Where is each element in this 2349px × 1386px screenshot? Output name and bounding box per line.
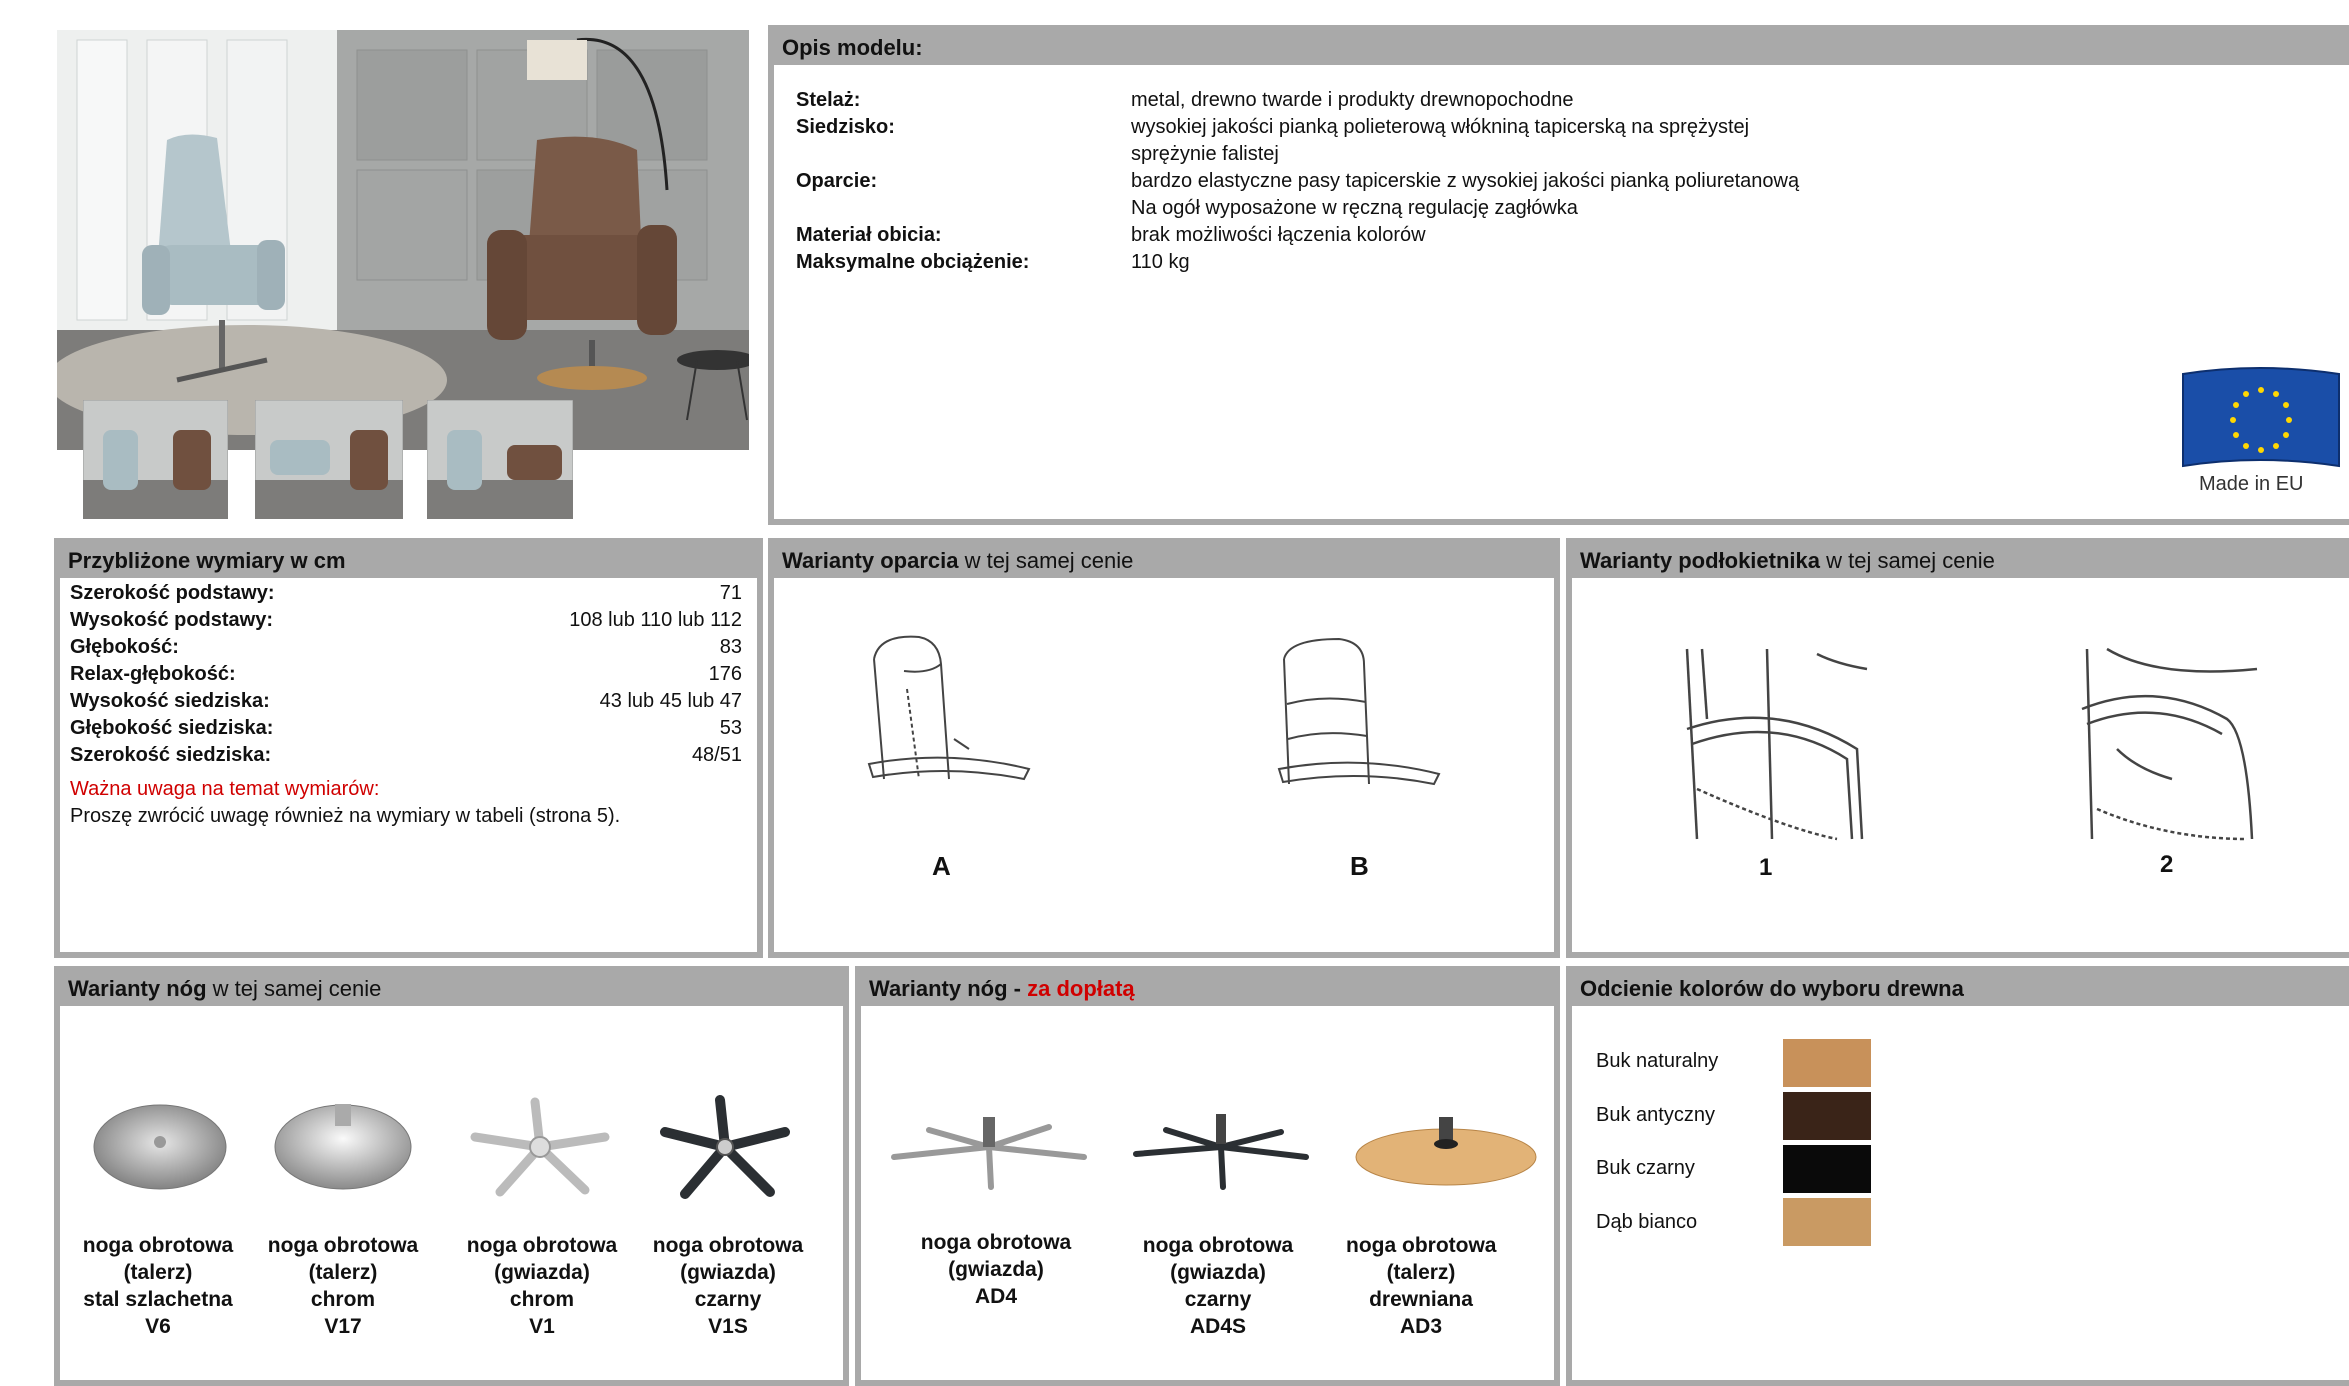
armrest-label: 2 [2160,851,2174,878]
made-in-eu-label: Made in EU [2199,473,2304,495]
dimension-label: Szerokość podstawy: [70,582,275,604]
leg-ad4s-image[interactable] [1131,1112,1311,1192]
model-description-panel [768,25,2349,525]
wood-color-name: Buk czarny [1596,1157,1695,1179]
dimension-label: Relax-głębokość: [70,663,236,685]
dimension-note-text: Proszę zwrócić uwagę również na wymiary w tabeli (strona 5). [70,805,621,827]
armrest-label: 1 [1759,854,1773,881]
dimension-value: 48/51 [691,744,742,766]
leg-v1-image[interactable] [465,1092,615,1202]
leg-v1s-image[interactable] [655,1092,795,1202]
spec-label: Stelaż: [796,89,861,111]
wood-color-name: Buk naturalny [1596,1050,1719,1072]
thumbnail-3[interactable] [427,400,573,519]
dimensions-panel [54,538,763,958]
dimension-label: Głębokość siedziska: [70,717,274,739]
backrest-variants-header: Warianty oparcia w tej samej cenie [774,544,1554,578]
dimension-value: 71 [719,582,742,604]
leg-v17-image[interactable] [273,1092,413,1192]
legs-same-price-header: Warianty nóg w tej samej cenie [60,972,843,1006]
spec-value: bardzo elastyczne pasy tapicerskie z wysokiej jakości pianką poliuretanową [1131,170,1800,192]
backrest-a-sketch[interactable] [859,629,1039,799]
leg-caption: noga obrotowa (talerz) drewniana AD3 [1346,1234,1497,1338]
spec-label: Maksymalne obciążenie: [796,251,1030,273]
dimension-value: 176 [708,663,742,685]
wood-colors-header: Odcienie kolorów do wyboru drewna [1572,972,2349,1006]
dimension-value: 43 lub 45 lub 47 [599,690,742,712]
dimension-value: 83 [719,636,742,658]
backrest-variants-panel [768,538,1560,958]
spec-label: Materiał obicia: [796,224,942,246]
dimension-label: Wysokość siedziska: [70,690,270,712]
leg-caption: noga obrotowa (gwiazda) chrom V1 [466,1234,618,1338]
armrest-1-sketch[interactable] [1677,639,1877,849]
leg-ad4-image[interactable] [889,1112,1089,1192]
eu-flag-icon [2179,366,2344,474]
dimension-value: 53 [719,717,742,739]
armrest-variants-header: Warianty podłokietnika w tej samej cenie [1572,544,2349,578]
dimension-label: Szerokość siedziska: [70,744,272,766]
dimension-label: Wysokość podstawy: [70,609,274,631]
dimension-value: 108 lub 110 lub 112 [569,609,742,631]
dimensions-header: Przybliżone wymiary w cm [60,544,757,578]
backrest-label: A [932,851,951,881]
thumbnail-1[interactable] [83,400,228,519]
backrest-label: B [1350,851,1369,881]
leg-v6-image[interactable] [90,1092,230,1192]
spec-value: wysokiej jakości pianką polieterową włókniną tapicerską na sprężystej [1131,116,1750,138]
spec-value: sprężynie falistej [1131,143,1279,165]
spec-label: Oparcie: [796,170,878,192]
model-description-header: Opis modelu: [774,31,2349,65]
leg-caption: noga obrotowa (talerz) chrom V17 [267,1234,419,1338]
spec-label: Siedzisko: [796,116,895,138]
spec-value: brak możliwości łączenia kolorów [1131,224,1426,246]
spec-value: Na ogół wyposażone w ręczną regulację zagłówka [1131,197,1578,219]
armrest-variants-panel [1566,538,2349,958]
wood-colors-panel [1566,966,2349,1386]
wood-color-name: Buk antyczny [1596,1104,1715,1126]
leg-ad3-image[interactable] [1354,1112,1539,1192]
dimension-note-title: Ważna uwaga na temat wymiarów: [70,778,380,800]
wood-swatch[interactable] [1783,1198,1871,1246]
wood-color-name: Dąb bianco [1596,1211,1698,1233]
legs-same-price-panel [54,966,849,1386]
product-photo [57,30,749,450]
leg-caption: noga obrotowa (gwiazda) czarny AD4S [1142,1234,1294,1338]
wood-swatch[interactable] [1783,1145,1871,1193]
armrest-2-sketch[interactable] [2077,639,2277,849]
backrest-b-sketch[interactable] [1269,634,1449,804]
wood-swatch[interactable] [1783,1039,1871,1087]
wood-swatch[interactable] [1783,1092,1871,1140]
leg-caption: noga obrotowa (talerz) stal szlachetna V6 [82,1234,234,1338]
thumbnail-2[interactable] [255,400,403,519]
legs-extra-cost-header: Warianty nóg - za dopłatą [861,972,1554,1006]
dimension-label: Głębokość: [70,636,179,658]
spec-value: metal, drewno twarde i produkty drewnopochodne [1131,89,1574,111]
legs-extra-cost-panel [855,966,1560,1386]
leg-caption: noga obrotowa (gwiazda) AD4 [920,1231,1072,1308]
leg-caption: noga obrotowa (gwiazda) czarny V1S [652,1234,804,1338]
spec-value: 110 kg [1131,251,1190,273]
